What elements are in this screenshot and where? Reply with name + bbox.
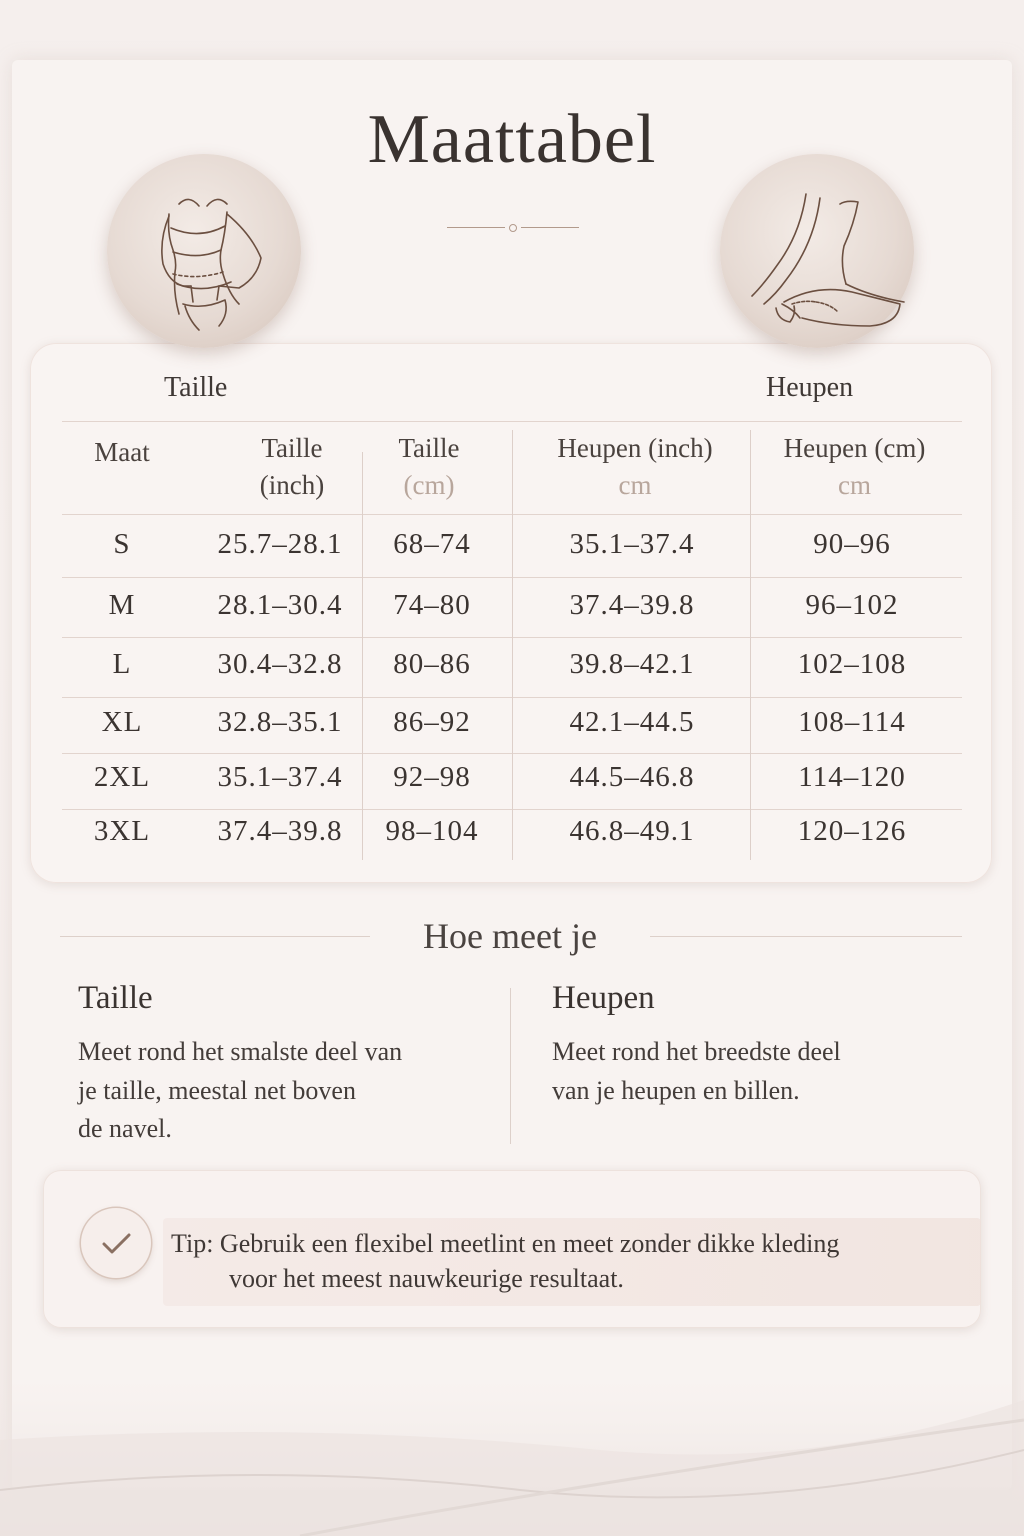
cell-waist-cm: 80–86 — [393, 648, 471, 680]
cell-hip-cm: 102–108 — [797, 648, 907, 680]
section-divider — [510, 988, 511, 1144]
cell-waist-cm: 74–80 — [393, 589, 471, 621]
tip-box — [43, 1170, 981, 1328]
cell-size: M — [108, 589, 136, 621]
cell-hip-inch: 44.5–46.8 — [569, 761, 695, 793]
cell-hip-inch: 39.8–42.1 — [569, 648, 695, 680]
waist-icon-label: Taille — [164, 372, 228, 403]
cell-hip-cm: 90–96 — [813, 528, 891, 560]
hip-measure-icon — [720, 154, 914, 348]
cell-waist-inch: 37.4–39.8 — [217, 815, 343, 847]
cell-size: L — [112, 648, 132, 680]
header-taille-inch: Taille (inch) — [259, 433, 325, 500]
cell-waist-inch: 25.7–28.1 — [217, 528, 343, 560]
waist-heading: Taille — [78, 980, 153, 1016]
hip-instructions: Meet rond het breedste deel van je heupen en billen. — [552, 1037, 841, 1105]
cell-size: 2XL — [93, 761, 151, 793]
cell-waist-inch: 32.8–35.1 — [217, 706, 343, 738]
table-top-rule — [62, 421, 962, 422]
header-heupen-cm: Heupen (cm) cm — [783, 433, 926, 500]
cell-waist-cm: 98–104 — [385, 815, 479, 847]
cell-size: 3XL — [93, 815, 151, 847]
cell-hip-cm: 120–126 — [797, 815, 907, 847]
fabric-decoration — [0, 1380, 1024, 1536]
cell-hip-cm: 96–102 — [805, 589, 899, 621]
cell-waist-cm: 92–98 — [393, 761, 471, 793]
cell-size: S — [113, 528, 131, 560]
hip-icon-label: Heupen — [766, 372, 854, 403]
column-divider — [750, 430, 751, 860]
section-rule-left — [60, 936, 370, 937]
hip-heading: Heupen — [552, 980, 655, 1016]
waist-instructions: Meet rond het smalste deel van je taille, meestal net boven de navel. — [78, 1037, 403, 1143]
cell-waist-inch: 28.1–30.4 — [217, 589, 343, 621]
header-heupen-inch: Heupen (inch) cm — [557, 433, 713, 500]
header-taille-cm: Taille (cm) — [398, 433, 460, 500]
checkmark-icon — [81, 1208, 151, 1278]
cell-hip-inch: 46.8–49.1 — [569, 815, 695, 847]
tip-text: Tip: Gebruik een flexibel meetlint en meet zonder dikke kleding voor het meest nauwkeurige resultaat. — [171, 1229, 840, 1293]
cell-hip-cm: 108–114 — [798, 706, 906, 738]
section-rule-right — [650, 936, 962, 937]
cell-size: XL — [101, 706, 143, 738]
cell-waist-cm: 86–92 — [393, 706, 471, 738]
cell-hip-inch: 37.4–39.8 — [569, 589, 695, 621]
page-title: Maattabel — [367, 101, 657, 178]
cell-hip-cm: 114–120 — [798, 761, 906, 793]
cell-waist-inch: 35.1–37.4 — [217, 761, 343, 793]
header-maat: Maat — [94, 437, 150, 467]
cell-hip-inch: 42.1–44.5 — [569, 706, 695, 738]
waist-measure-icon — [107, 154, 301, 348]
cell-hip-inch: 35.1–37.4 — [569, 528, 695, 560]
column-divider — [512, 430, 513, 860]
cell-waist-cm: 68–74 — [393, 528, 471, 560]
how-to-title: Hoe meet je — [423, 916, 597, 956]
title-ornament — [447, 222, 579, 234]
cell-waist-inch: 30.4–32.8 — [217, 648, 343, 680]
